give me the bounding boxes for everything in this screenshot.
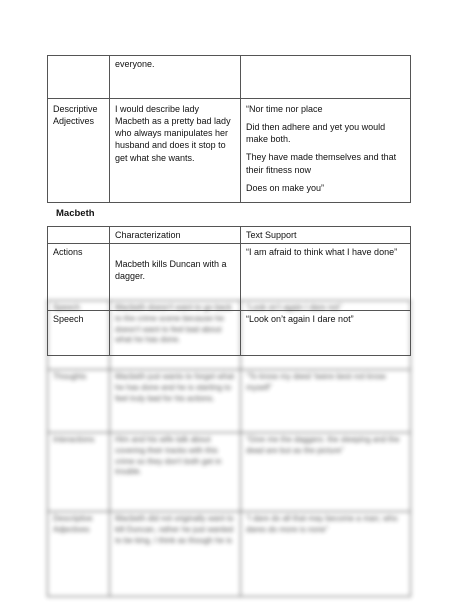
quote-line: Does on make you” (246, 182, 325, 193)
characterization-cell: Macbeth did not originally want to kill Duncan, rather he just wanted to be king, I think as though he is (110, 512, 241, 597)
text-support-cell: “To know my deed 'twere best not know myself” (241, 370, 411, 433)
column-header: Characterization (110, 227, 241, 244)
row-label: Speech (48, 301, 110, 370)
characterization-cell: Macbeth doesn't want to go back to the crime scene because he doesn't want to feel bad about what he has done. (110, 301, 241, 370)
row-label: Speech (48, 311, 110, 356)
quote-line: Did then adhere and yet you would make both. (246, 122, 386, 145)
text-support-cell: “Look on’t again I dare not” (241, 301, 411, 370)
characterization-cell: Macbeth just wants to forget what he has done and he is starting to feel truly bad for his actions. (110, 370, 241, 433)
row-label: Descriptive Adjectives (48, 99, 110, 203)
characterization-cell: Macbeth kills Duncan with a dagger. (110, 244, 241, 311)
text-support-cell: “Give me the daggers: the sleeping and the dead are but as the picture” (241, 433, 411, 512)
table-row (48, 433, 411, 512)
quote-line: They have made themselves and that their fitness now (246, 152, 397, 175)
table-row (48, 512, 411, 597)
text-support-cell: “Look on’t again I dare not” (241, 311, 411, 356)
row-label: Actions (48, 244, 110, 311)
row-label: Thoughts (48, 370, 110, 433)
blurred-preview-area (0, 303, 474, 613)
section-heading: Macbeth (56, 208, 95, 219)
row-label: Interactions (48, 433, 110, 512)
text-support-cell: “I dare do all that may become a man; who dares do more is none” (241, 512, 411, 597)
characterization-cell: everyone. (110, 56, 241, 99)
characterization-cell: Him and his wife talk about covering their tracks with this crime so they don't both get in trouble. (110, 433, 241, 512)
macbeth-table-blurred (47, 300, 411, 597)
column-header: Text Support (241, 227, 411, 244)
table-row (48, 370, 411, 433)
text-support-cell: “I am afraid to think what I have done” (241, 244, 411, 311)
row-label: Descriptive Adjectives (48, 512, 110, 597)
quote-line: “Nor time nor place (246, 104, 323, 114)
table-row (48, 301, 411, 370)
characterization-cell: I would describe lady Macbeth as a pretty bad lady who always manipulates her husband and does it stop to get what she wants. (110, 99, 241, 203)
